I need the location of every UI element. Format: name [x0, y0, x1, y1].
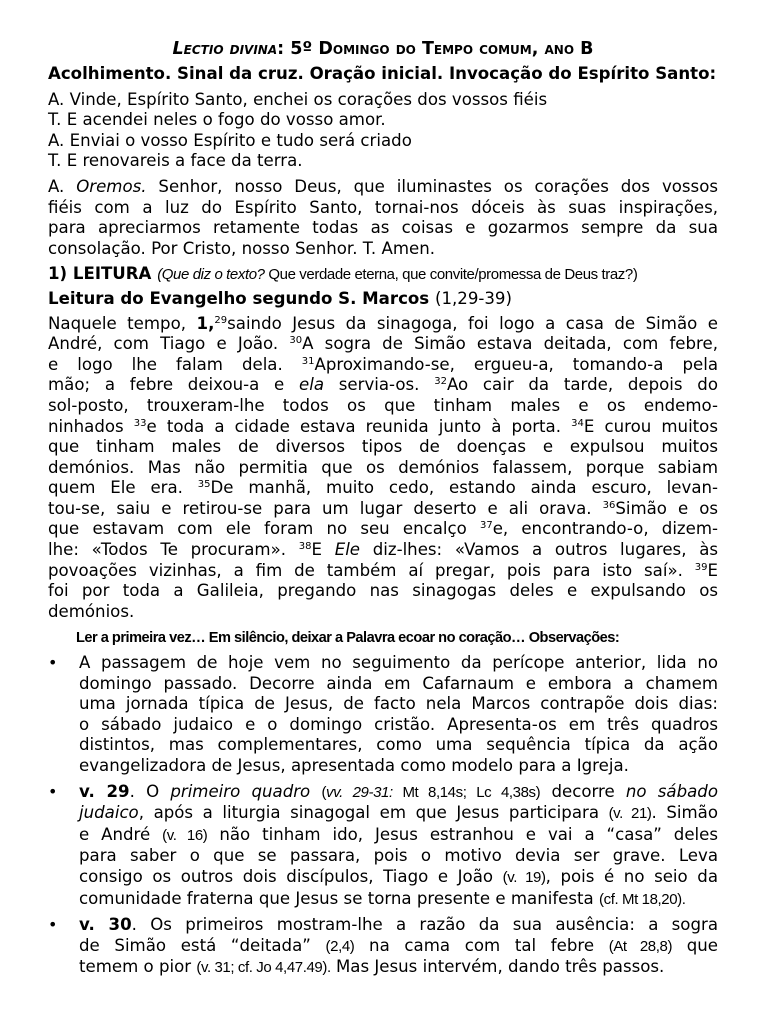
citation: ( [321, 783, 327, 801]
verse-number: 34 [571, 417, 584, 429]
text-line [48, 478, 718, 499]
text-run: tou-se, saiu e retirou-se para um lugar deserto e ali orava. [48, 498, 603, 518]
citation: (At 28,8) [608, 937, 673, 955]
text-run: evangelizadora de Jesus, apresentada como modelo para a Igreja. [79, 756, 629, 775]
bold-run: v. 30 [79, 915, 132, 935]
title-rest: : 5º Domingo do Tempo comum, ano B [277, 39, 594, 59]
leitura-question-rest: Que verdade eterna, que convite/promessa de Deus traz?) [264, 266, 638, 284]
text-run: e, encontrando-o, dizem- [492, 519, 718, 539]
text-line [79, 825, 718, 847]
gospel-text [48, 314, 718, 623]
text-run: Simão e os [615, 498, 718, 518]
verse-number: 29 [214, 314, 228, 326]
bullet-icon: • [48, 781, 58, 801]
text-line [79, 889, 718, 911]
invocation [48, 90, 718, 172]
text-run: . O [129, 781, 171, 801]
text-run: e logo lhe falam dela. [48, 354, 302, 374]
intro-heading: Acolhimento. Sinal da cruz. Oração inicial. Invocação do Espírito Santo: [48, 64, 717, 83]
text-run: . Simão [651, 803, 718, 823]
verse-number: 33 [133, 417, 147, 429]
prayer-oremos: Oremos. [76, 176, 147, 196]
citation: (v. 19) [502, 868, 546, 886]
text-run: demónios. Mas não permitia que os demónios falassem, porque sabiam [48, 457, 718, 477]
verse-number: 39 [694, 561, 708, 573]
gospel-heading [48, 289, 718, 310]
text-run: povoações vizinhas, a fim de também aí pregar, pois para isto saí». [48, 560, 695, 580]
text-line [48, 396, 718, 417]
gospel-title: Leitura do Evangelho segundo S. Marcos [48, 288, 430, 308]
text-run: E [311, 540, 335, 560]
text-line [79, 694, 718, 715]
leitura-heading [48, 264, 718, 286]
prayer-text: Senhor, nosso Deus, que iluminastes os corações dos vossos [146, 176, 719, 196]
citation: (v. 31; cf. Jo 4,47.49). [196, 959, 331, 977]
text-run: E [707, 560, 718, 580]
verse-number: 31 [301, 355, 315, 367]
text-line [48, 437, 718, 458]
text-line [79, 756, 718, 777]
italic-run: judaico [79, 803, 139, 823]
verse-number: 32 [434, 376, 447, 388]
text-run: que estavam com ele foram no seu encalço [48, 519, 480, 539]
citation: Mt 8,14s; Lc 4,38s) [392, 783, 541, 801]
text-run: servia-os. [324, 375, 435, 395]
text-run: A passagem de hoje vem no seguimento da perícope anterior, lida no [79, 653, 718, 673]
text-run [310, 782, 321, 801]
verse-number: 37 [479, 520, 493, 532]
text-line [79, 803, 718, 825]
text-run: comunidade fraterna que Jesus se torna presente e manifesta [79, 888, 599, 908]
text-line [79, 782, 718, 804]
text-run: uma jornada típica de Jesus, de facto nela Marcos contrapõe dois dias: [79, 694, 718, 714]
text-run: , após a liturgia sinagogal em que Jesus participara [138, 803, 609, 823]
text-run: e André [79, 824, 163, 844]
citation: (cf. Mt 18,20). [599, 890, 686, 908]
text-line [79, 867, 718, 889]
text-run: de Simão está “deitada” [79, 935, 326, 955]
text-line [48, 458, 718, 479]
verse-number: 30 [289, 335, 303, 347]
text-run: Mas Jesus intervém, dando três passos. [330, 957, 665, 977]
bold-run: 1, [196, 313, 215, 333]
title-lectio: Lectio divina [172, 39, 278, 59]
text-run: o sábado judaico e o domingo cristão. Apresenta-os em três quadros [79, 714, 718, 734]
verse-number: 36 [602, 499, 616, 511]
text-run: quem Ele era. [48, 478, 198, 498]
text-run: consigo os outros dois discípulos, Tiago e João [79, 866, 503, 886]
gospel-reference: (1,29-39) [434, 288, 512, 308]
text-line [48, 499, 718, 520]
invocation-line: T. E acendei neles o fogo do vosso amor. [48, 110, 386, 130]
invocation-line: A. Enviai o vosso Espírito e tudo será criado [48, 130, 412, 150]
leitura-question: (Que diz o texto? [157, 266, 265, 284]
text-run: na cama com tal febre [354, 935, 609, 955]
text-run: foi por toda a Galileia, pregando nas sinagogas deles e expulsando os [48, 581, 718, 601]
text-line [79, 936, 718, 958]
invocation-line: T. E renovareis a face da terra. [48, 151, 303, 171]
verse-number: 38 [298, 541, 312, 553]
text-run: sol-posto, trouxeram-lhe todos os que tinham males e os endemo- [48, 395, 718, 415]
text-run: E curou muitos [583, 416, 718, 436]
observation-text [79, 653, 718, 777]
prayer-line: para apreciarmos retamente todas as coisas e gozarmos sempre da sua [48, 218, 718, 238]
text-run: saindo Jesus da sinagoga, foi logo a casa de Simão e [227, 313, 718, 333]
text-run: domingo passado. Decorre ainda em Cafarnaum e embora a chamem [79, 673, 718, 693]
reading-instruction: Ler a primeira vez… Em silêncio, deixar a Palavra ecoar no coração… Observações: [76, 630, 620, 647]
text-line [48, 314, 718, 335]
italic-run: Ele [334, 540, 361, 560]
text-run: temem o pior [79, 957, 197, 977]
citation: (2,4) [325, 937, 355, 955]
text-line [79, 915, 718, 936]
text-line [79, 846, 718, 867]
text-run: . Os primeiros mostram-lhe a razão da sua ausência: a sogra [131, 915, 718, 935]
text-line [48, 602, 718, 623]
citation: (v. 16) [162, 826, 208, 844]
text-run: demónios. [48, 601, 135, 621]
text-run: Ao cair da tarde, depois do [446, 375, 718, 395]
observation-item [48, 915, 718, 979]
text-line [48, 561, 718, 582]
text-run: que [672, 935, 718, 955]
text-run: Naquele tempo, [48, 313, 197, 333]
text-run: para saber o que se passara, pois o motivo devia ser grave. Leva [79, 846, 718, 866]
text-line [48, 375, 718, 396]
text-line [48, 540, 718, 561]
observations-list [48, 653, 718, 979]
text-run: De manhã, muito cedo, estando ainda escuro, levan- [210, 478, 718, 498]
text-run: , pois é no seio da [545, 866, 718, 886]
observation-item [48, 653, 718, 777]
prayer-line [48, 177, 718, 198]
text-run: ninhados [48, 416, 134, 436]
text-line [48, 581, 718, 602]
text-line [48, 334, 718, 355]
text-line [48, 355, 718, 376]
italic-run: primeiro quadro [170, 781, 311, 801]
citation: vv. 29-31: [326, 783, 393, 801]
verse-number: 35 [197, 479, 211, 491]
bullet-icon: • [48, 915, 58, 935]
text-run: decorre [540, 781, 626, 801]
bold-run: v. 29 [79, 781, 130, 801]
observation-text [79, 782, 718, 911]
observation-item [48, 782, 718, 911]
text-run: e toda a cidade estava reunida junto à porta. [146, 416, 572, 436]
italic-run: ela [299, 375, 325, 395]
text-run: não tinham ido, Jesus estranhou e vai a “casa” deles [207, 824, 718, 844]
text-run: Aproximando-se, ergueu-a, tomando-a pela [314, 354, 718, 374]
text-line [79, 674, 718, 695]
page-title [48, 38, 718, 60]
text-run: mão; a febre deixou-a e [48, 375, 300, 395]
text-run: André, com Tiago e João. [48, 334, 290, 354]
text-line [48, 417, 718, 438]
observation-text [79, 915, 718, 979]
bullet-icon: • [48, 653, 58, 673]
text-line [79, 715, 718, 736]
text-line [79, 735, 718, 756]
prayer [48, 177, 718, 259]
text-line [79, 957, 718, 979]
citation: (v. 21) [608, 805, 652, 823]
text-run: lhe: «Todos Te procuram». [48, 540, 299, 560]
invocation-line: A. Vinde, Espírito Santo, enchei os corações dos vossos fiéis [48, 89, 548, 109]
prayer-line: fiéis com a luz do Espírito Santo, tornai-nos dóceis às suas inspirações, [48, 197, 718, 217]
text-run: diz-lhes: «Vamos a outros lugares, às [360, 540, 719, 560]
text-run: que tinham males de diversos tipos de doenças e expulsou muitos [48, 437, 718, 457]
text-line [79, 653, 718, 674]
document [48, 38, 718, 984]
italic-run: no sábado [625, 781, 718, 801]
leitura-label: 1) LEITURA [48, 264, 152, 284]
text-run: distintos, mas complementares, como uma sequência típica da ação [79, 735, 718, 755]
text-line [48, 519, 718, 540]
text-run: A sogra de Simão estava deitada, com febre, [302, 334, 718, 354]
prayer-a: A. [48, 176, 77, 196]
prayer-line: consolação. Por Cristo, nosso Senhor. T. Amen. [48, 238, 436, 258]
